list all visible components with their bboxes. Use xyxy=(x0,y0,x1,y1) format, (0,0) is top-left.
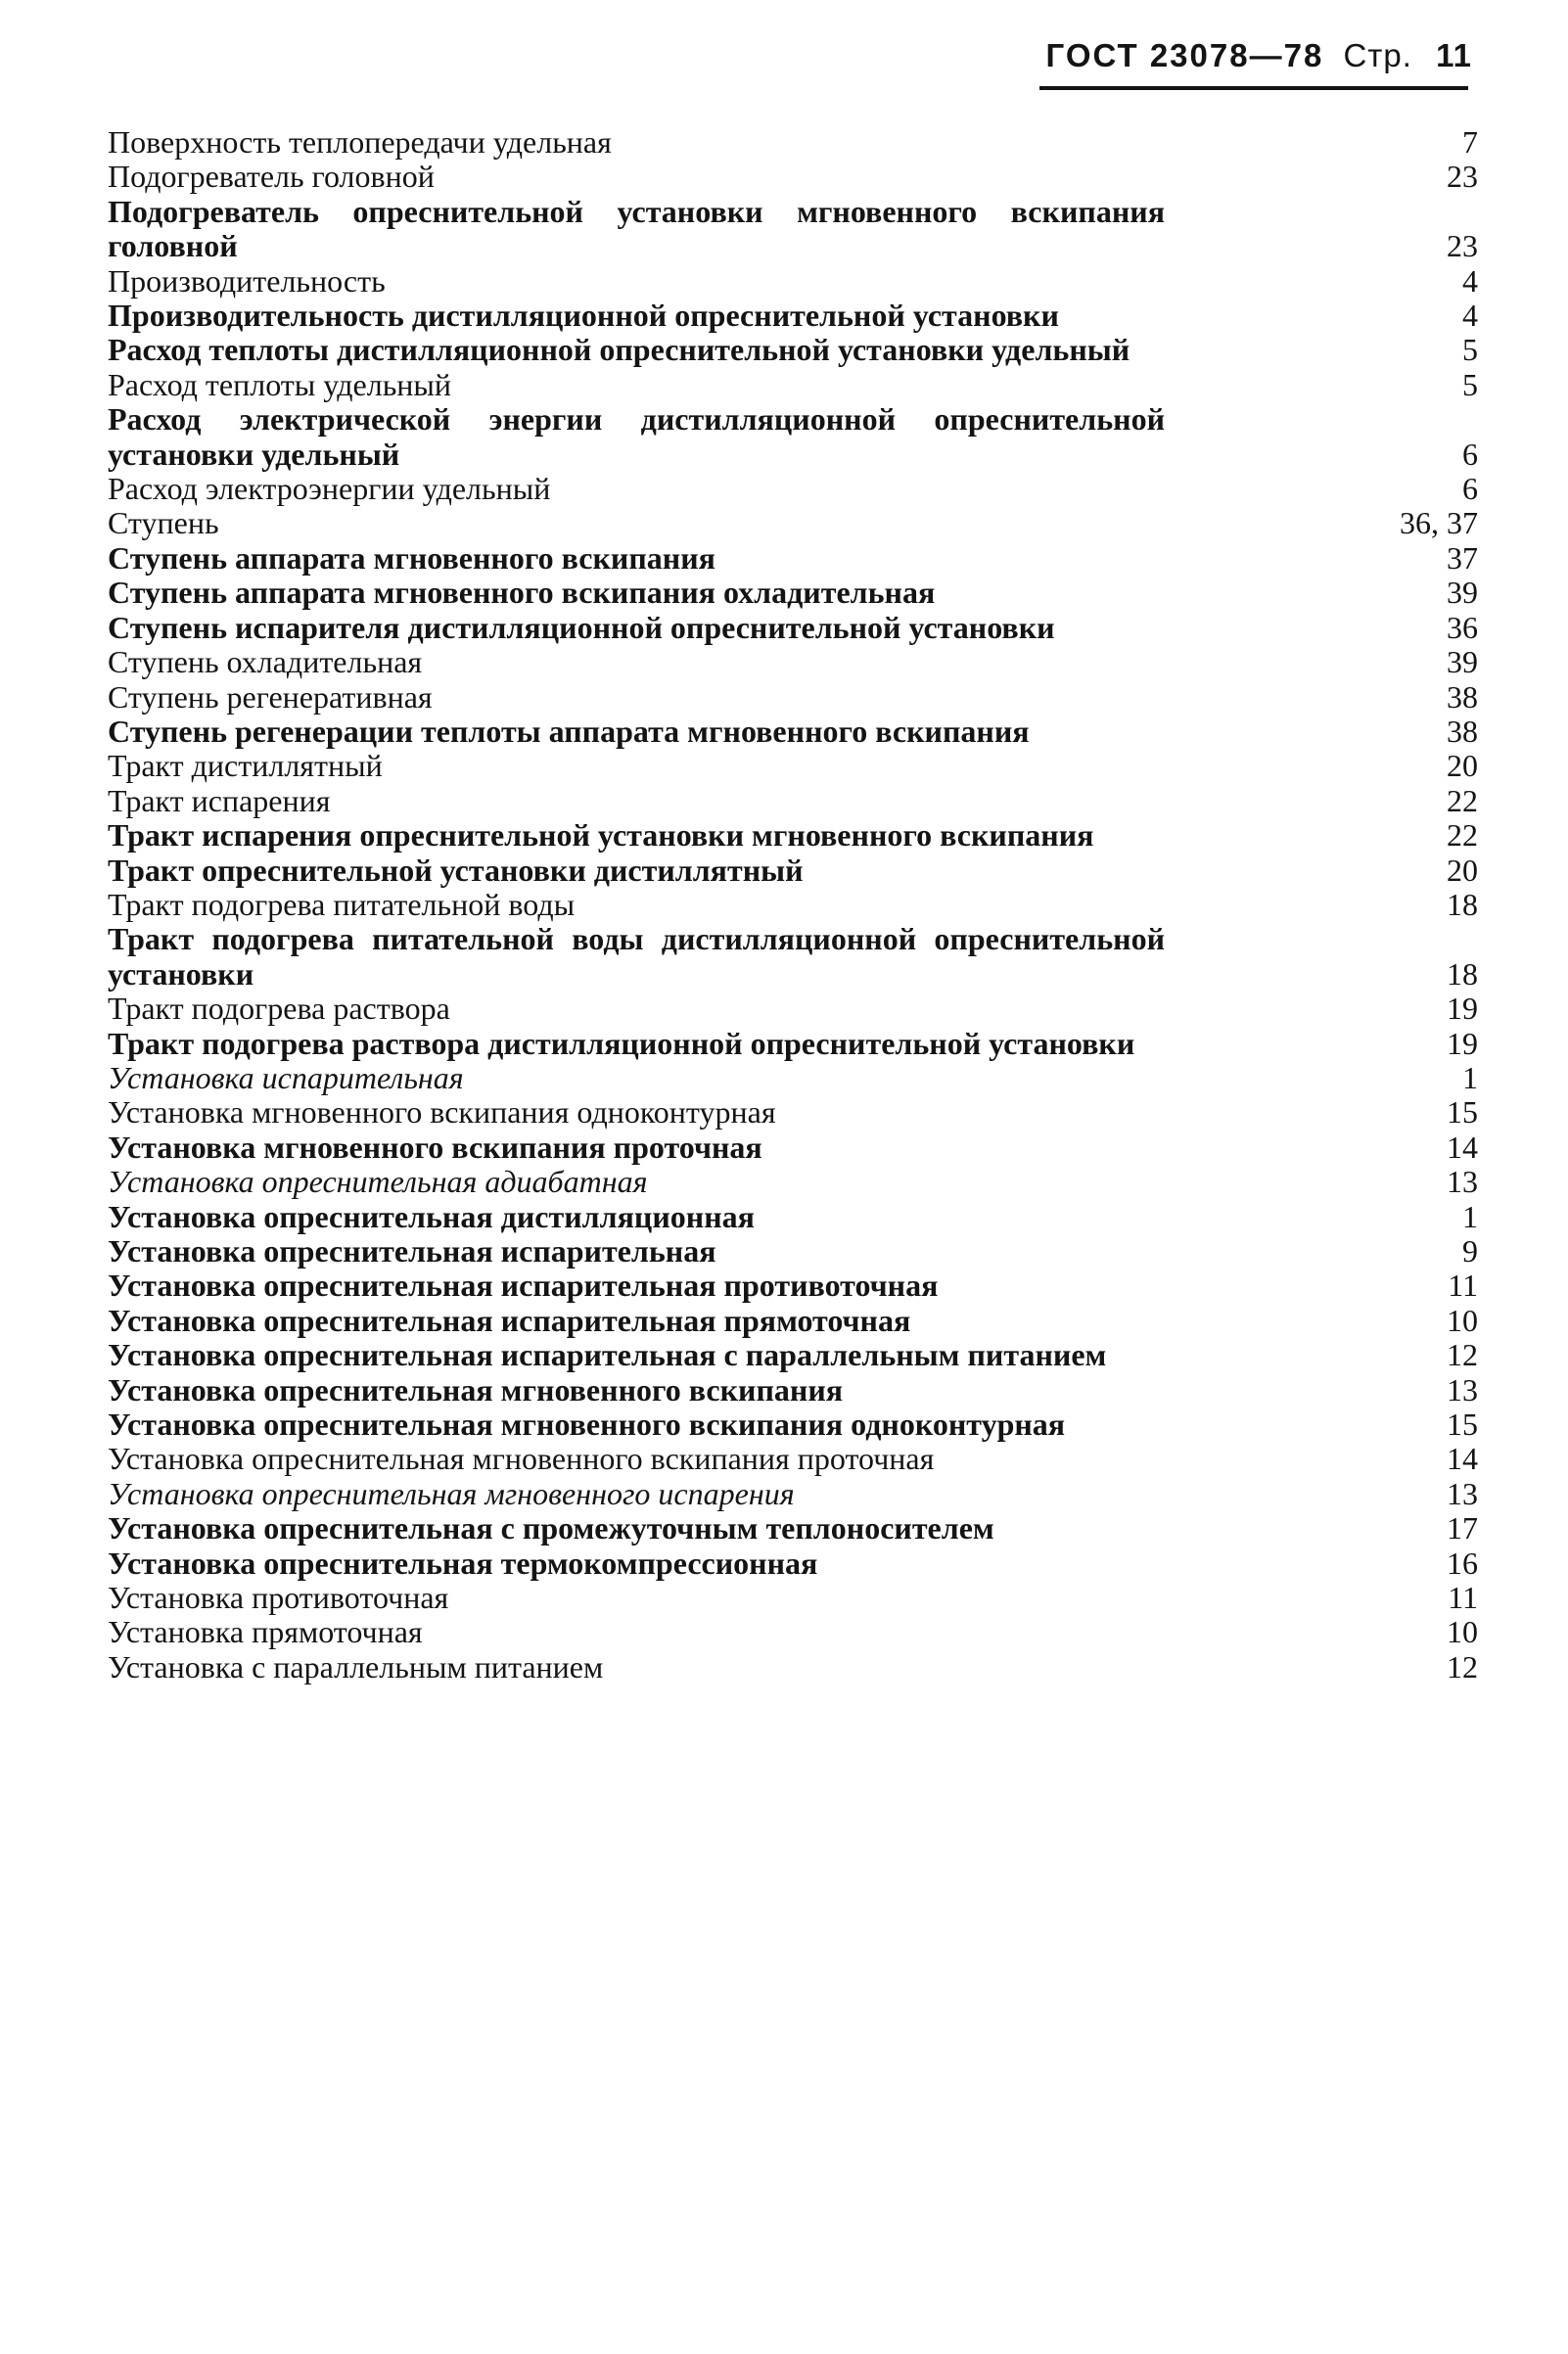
index-entry xyxy=(108,1581,1478,1615)
page-header xyxy=(1046,37,1472,74)
index-entry xyxy=(108,1338,1478,1372)
index-entry xyxy=(108,1304,1478,1338)
index-term: Установка опреснительная испарительная прямоточная xyxy=(108,1302,911,1338)
index-reference: 37 xyxy=(1447,539,1478,576)
index-term: Ступень охладительная xyxy=(108,644,423,680)
index-reference: 38 xyxy=(1447,713,1478,749)
index-term: Тракт опреснительной установки дистиллятный xyxy=(108,852,804,888)
index-term: Установка испарительная xyxy=(108,1059,464,1095)
index-reference: 15 xyxy=(1447,1407,1478,1443)
index-entry xyxy=(108,541,1478,576)
index-reference: 6 xyxy=(1462,471,1478,507)
index-entry xyxy=(108,1373,1478,1408)
index-entry xyxy=(108,1408,1478,1442)
index-entry xyxy=(108,1131,1478,1165)
index-entry xyxy=(108,264,1478,299)
index-entry xyxy=(108,749,1478,783)
index-reference: 18 xyxy=(1447,955,1478,992)
index-term: Расход теплоты дистилляционной опреснительной установки удельный xyxy=(108,332,1130,368)
index-reference: 5 xyxy=(1462,366,1478,402)
index-list xyxy=(108,125,1478,1685)
index-reference: 17 xyxy=(1447,1510,1478,1546)
index-entry xyxy=(108,1234,1478,1269)
index-reference: 12 xyxy=(1447,1648,1478,1685)
index-term: Расход теплоты удельный xyxy=(108,366,452,402)
index-term: Установка опреснительная мгновенного вскипания xyxy=(108,1371,844,1408)
page-number: 11 xyxy=(1436,37,1472,73)
index-term: Установка опреснительная испарительная противоточная xyxy=(108,1268,939,1304)
index-term: Ступень xyxy=(108,505,219,541)
index-reference: 16 xyxy=(1447,1545,1478,1581)
index-term: Поверхность теплопередачи удельная xyxy=(108,124,612,160)
index-reference: 1 xyxy=(1462,1198,1478,1234)
index-term: Ступень испарителя дистилляционной опреснительной установки xyxy=(108,609,1055,645)
index-entry xyxy=(108,125,1478,160)
index-term: Ступень регенерации теплоты аппарата мгновенного вскипания xyxy=(108,713,1030,749)
index-term: Тракт испарения xyxy=(108,782,331,818)
index-entry xyxy=(108,922,1478,992)
index-entry xyxy=(108,472,1478,506)
index-reference: 4 xyxy=(1462,298,1478,334)
standard-number: ГОСТ 23078—78 xyxy=(1045,37,1324,73)
index-reference: 38 xyxy=(1447,678,1478,715)
index-entry xyxy=(108,160,1478,194)
index-term: Тракт испарения опреснительной установки мгновенного вскипания xyxy=(108,817,1094,854)
index-reference: 13 xyxy=(1447,1164,1478,1200)
index-reference: 23 xyxy=(1447,159,1478,195)
index-entry xyxy=(108,715,1478,749)
index-reference: 39 xyxy=(1447,575,1478,611)
index-reference: 7 xyxy=(1462,124,1478,160)
index-entry xyxy=(108,506,1478,540)
index-term: Ступень регенеративная xyxy=(108,678,433,715)
index-reference: 15 xyxy=(1447,1094,1478,1131)
index-term: Подогреватель опреснительной установки мгновенного вскипания головной xyxy=(108,193,1165,264)
index-term: Тракт подогрева раствора xyxy=(108,991,450,1027)
index-reference: 13 xyxy=(1447,1475,1478,1511)
index-term: Расход электрической энергии дистилляционной опреснительной установки удельный xyxy=(108,401,1165,472)
index-term: Установка опреснительная мгновенного вскипания одноконтурная xyxy=(108,1407,1066,1443)
index-term: Тракт дистиллятный xyxy=(108,748,383,784)
index-entry xyxy=(108,1546,1478,1581)
index-reference: 22 xyxy=(1447,782,1478,818)
index-term: Установка опреснительная испарительная с параллельным питанием xyxy=(108,1337,1107,1373)
index-reference: 13 xyxy=(1447,1371,1478,1408)
page-label: Стр. xyxy=(1343,37,1412,73)
index-entry xyxy=(108,195,1478,264)
index-reference: 5 xyxy=(1462,332,1478,368)
index-entry xyxy=(108,1650,1478,1685)
index-term: Тракт подогрева питательной воды xyxy=(108,886,576,922)
index-reference: 20 xyxy=(1447,748,1478,784)
index-term: Установка опреснительная термокомпрессионная xyxy=(108,1545,818,1581)
index-entry xyxy=(108,992,1478,1026)
index-entry xyxy=(108,299,1478,333)
index-term: Установка опреснительная испарительная xyxy=(108,1233,716,1269)
index-entry xyxy=(108,784,1478,818)
index-entry xyxy=(108,1511,1478,1546)
index-term: Установка опреснительная дистилляционная xyxy=(108,1198,755,1234)
index-reference: 19 xyxy=(1447,1025,1478,1061)
index-reference: 36 xyxy=(1447,609,1478,645)
index-reference: 18 xyxy=(1447,886,1478,922)
index-entry xyxy=(108,1095,1478,1130)
index-entry xyxy=(108,402,1478,472)
index-entry xyxy=(108,611,1478,645)
index-term: Установка противоточная xyxy=(108,1580,449,1616)
index-term: Установка опреснительная мгновенного испарения xyxy=(108,1475,795,1511)
index-term: Ступень аппарата мгновенного вскипания xyxy=(108,539,715,576)
index-reference: 10 xyxy=(1447,1614,1478,1650)
index-entry xyxy=(108,645,1478,679)
index-term: Установка мгновенного вскипания проточная xyxy=(108,1129,762,1165)
index-reference: 9 xyxy=(1462,1233,1478,1269)
index-term: Установка с параллельным питанием xyxy=(108,1648,604,1685)
index-entry xyxy=(108,1442,1478,1476)
index-term: Тракт подогрева раствора дистилляционной опреснительной установки xyxy=(108,1025,1135,1061)
index-reference: 4 xyxy=(1462,262,1478,299)
index-entry xyxy=(108,680,1478,715)
index-reference: 12 xyxy=(1447,1337,1478,1373)
index-reference: 14 xyxy=(1447,1441,1478,1477)
index-entry xyxy=(108,1477,1478,1511)
index-entry xyxy=(108,818,1478,853)
index-reference: 11 xyxy=(1448,1580,1478,1616)
index-term: Установка опреснительная мгновенного вскипания проточная xyxy=(108,1441,935,1477)
index-reference: 23 xyxy=(1447,228,1478,264)
index-term: Ступень аппарата мгновенного вскипания охладительная xyxy=(108,575,936,611)
index-term: Производительность xyxy=(108,262,386,299)
index-entry xyxy=(108,1027,1478,1061)
index-term: Производительность дистилляционной опреснительной установки xyxy=(108,298,1059,334)
index-term: Установка прямоточная xyxy=(108,1614,423,1650)
index-reference: 22 xyxy=(1447,817,1478,854)
index-reference: 39 xyxy=(1447,644,1478,680)
index-term: Установка опреснительная с промежуточным теплоносителем xyxy=(108,1510,994,1546)
index-entry xyxy=(108,888,1478,922)
index-term: Подогреватель головной xyxy=(108,159,435,195)
index-entry xyxy=(108,1200,1478,1234)
index-reference: 14 xyxy=(1447,1129,1478,1165)
index-entry xyxy=(108,1061,1478,1095)
index-reference: 19 xyxy=(1447,991,1478,1027)
index-term: Расход электроэнергии удельный xyxy=(108,471,551,507)
header-rule xyxy=(1039,86,1468,90)
index-reference: 6 xyxy=(1462,436,1478,472)
index-term: Установка опреснительная адиабатная xyxy=(108,1164,648,1200)
index-entry xyxy=(108,1615,1478,1649)
index-entry xyxy=(108,1269,1478,1303)
index-term: Установка мгновенного вскипания одноконтурная xyxy=(108,1094,776,1131)
index-entry xyxy=(108,1165,1478,1199)
index-entry xyxy=(108,854,1478,888)
index-reference: 20 xyxy=(1447,852,1478,888)
index-term: Тракт подогрева питательной воды дистилляционной опреснительной установки xyxy=(108,921,1165,992)
index-reference: 1 xyxy=(1462,1059,1478,1095)
index-entry xyxy=(108,333,1478,367)
index-reference: 10 xyxy=(1447,1302,1478,1338)
index-reference: 36, 37 xyxy=(1400,505,1478,541)
index-entry xyxy=(108,576,1478,610)
index-reference: 11 xyxy=(1448,1268,1478,1304)
index-entry xyxy=(108,368,1478,402)
